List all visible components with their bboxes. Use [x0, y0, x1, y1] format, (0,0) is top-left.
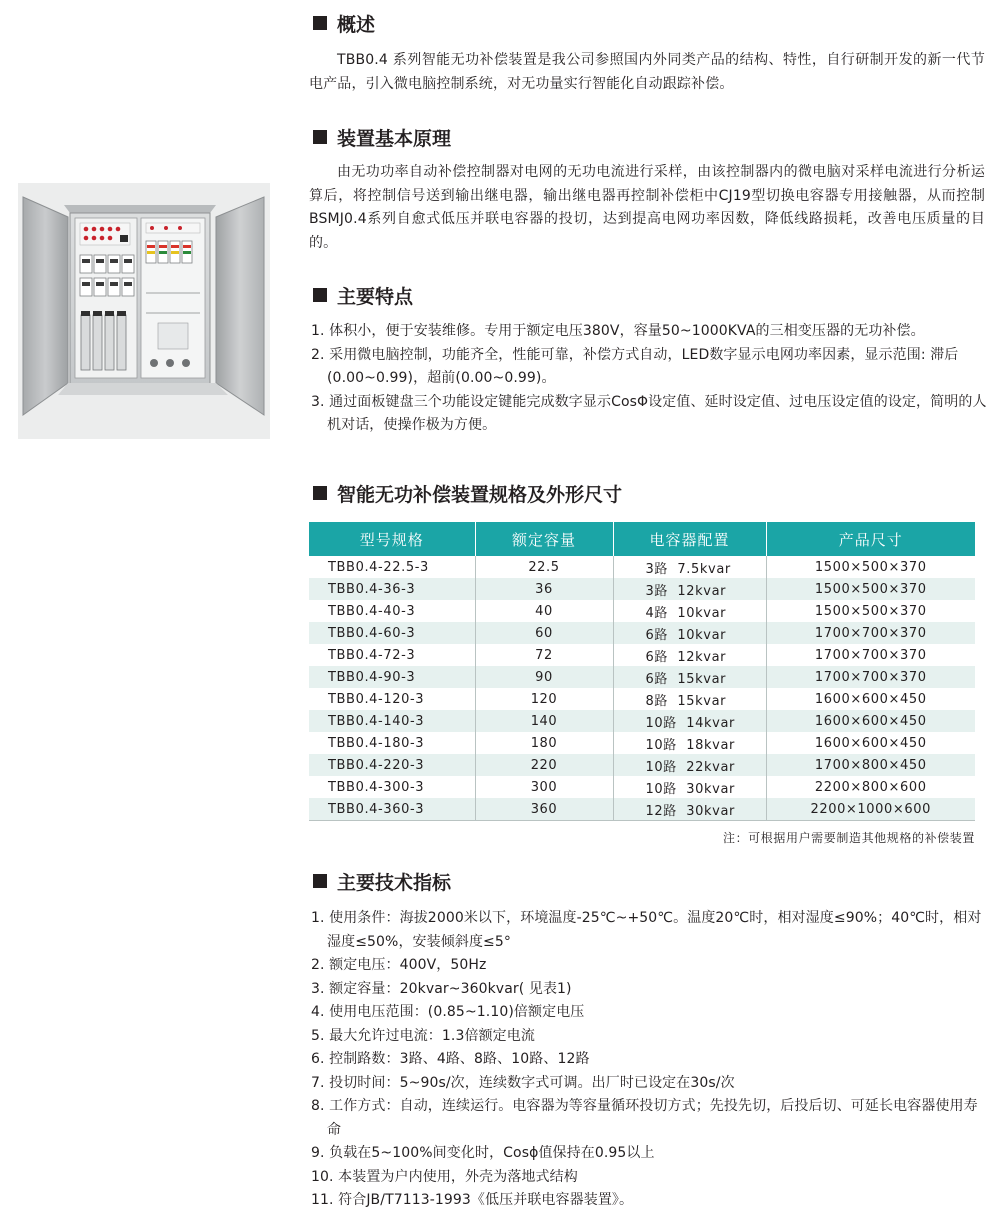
section-title-specs: 智能无功补偿装置规格及外形尺寸: [309, 479, 622, 507]
model-cell: TBB0.4-72-3: [309, 644, 475, 666]
principle-text: 由无功功率自动补偿控制器对电网的无功电流进行采样，由该控制器内的微电脑对采样电流进行分析运算后，将控制信号送到输出继电器，输出继电器再控制补偿柜中CJ19型切换电容器专用接触器，从而控制BSMJ0.4系列自愈式低压并联电容器的投切，达到提高电网功率因数，降低线路损耗，改善电压质量的目的。: [309, 164, 985, 251]
rating-cell: 22.5: [475, 556, 613, 578]
model-cell: TBB0.4-180-3: [309, 732, 475, 754]
size-cell: 1600×600×450: [814, 691, 927, 707]
size-cell: 1500×500×370: [814, 559, 927, 575]
column-header: 额定容量: [475, 522, 613, 556]
capacitor-cell: 10路 22kvar: [613, 754, 766, 776]
column-header: 型号规格: [309, 522, 475, 556]
table-row: [309, 732, 975, 754]
table-row: [309, 556, 975, 578]
model-cell: TBB0.4-120-3: [309, 688, 475, 710]
list-item: 8. 工作方式：自动，连续运行。电容器为等容量循环投切方式；先投先切，后投后切、可延长电容器使用寿命: [311, 1098, 978, 1138]
table-row: [309, 754, 975, 776]
table-row: [309, 776, 975, 798]
table-header-row: [309, 522, 975, 556]
spec-table-wrap: [309, 522, 975, 846]
capacitor-cell: 6路 10kvar: [613, 622, 766, 644]
table-row: [309, 710, 975, 732]
table-row: [309, 622, 975, 644]
size-cell: 1700×800×450: [766, 754, 975, 776]
capacitor-cell: 8路 15kvar: [613, 688, 766, 710]
list-item: 7. 投切时间：5~90s/次，连续数字式可调。出厂时已设定在30s/次: [311, 1074, 735, 1091]
model-cell: TBB0.4-22.5-3: [309, 556, 475, 578]
model-cell: TBB0.4-60-3: [309, 622, 475, 644]
rating-cell: 60: [475, 622, 613, 644]
size-cell: 1700×700×370: [766, 666, 975, 688]
list-item: 3. 通过面板键盘三个功能设定键能完成数字显示CosΦ设定值、延时设定值、过电压设定值的设定，简明的人机对话，使操作极为方便。: [311, 393, 987, 433]
capacitor-cell: 4路 10kvar: [613, 600, 766, 622]
square-bullet-icon: [313, 16, 327, 30]
section-title-tech: 主要技术指标: [309, 867, 451, 895]
model-cell: TBB0.4-40-3: [309, 600, 475, 622]
list-item: 1. 使用条件：海拔2000米以下，环境温度-25℃~+50℃。温度20℃时，相对湿度≤90%；40℃时，相对湿度≤50%，安装倾斜度≤5°: [311, 910, 982, 950]
model-cell: TBB0.4-140-3: [309, 710, 475, 732]
size-cell: 1700×700×370: [766, 622, 975, 644]
size-cell: 1600×600×450: [814, 735, 927, 751]
cabinet-illustration: [18, 183, 270, 439]
list-item: 6. 控制路数：3路、4路、8路、10路、12路: [311, 1051, 590, 1067]
rating-cell: 220: [475, 754, 613, 776]
rating-cell: 180: [475, 732, 613, 754]
capacitor-cell: 3路 7.5kvar: [613, 556, 766, 578]
overview-text: TBB0.4 系列智能无功补偿装置是我公司参照国内外同类产品的结构、特性，自行研制开发的新一代节电产品，引入微电脑控制系统，对无功量实行智能化自动跟踪补偿。: [309, 52, 985, 92]
rating-cell: 140: [475, 710, 613, 732]
table-row: [309, 688, 975, 710]
capacitor-cell: 6路 12kvar: [613, 644, 766, 666]
features-list: [311, 320, 987, 438]
table-note: 注：可根据用户需要制造其他规格的补偿装置: [722, 831, 975, 845]
capacitor-cell: 10路 18kvar: [613, 732, 766, 754]
size-cell: 1500×500×370: [766, 578, 975, 600]
size-cell: 1500×500×370: [814, 603, 927, 619]
column-header: 产品尺寸: [766, 522, 975, 556]
capacitor-cell: 12路 30kvar: [613, 798, 766, 821]
list-item: 9. 负载在5~100%间变化时，Cosϕ值保持在0.95以上: [311, 1145, 655, 1161]
capacitor-cell: 3路 12kvar: [613, 578, 766, 600]
table-row: [309, 798, 975, 821]
list-item: 5. 最大允许过电流：1.3倍额定电流: [311, 1027, 535, 1044]
list-item: 3. 额定容量：20kvar~360kvar( 见表1): [311, 980, 572, 997]
list-item: 2. 采用微电脑控制，功能齐全，性能可靠，补偿方式自动，LED数字显示电网功率因素，显示范围: 滞后(0.00~0.99)，超前(0.00~0.99)。: [311, 346, 959, 386]
model-cell: TBB0.4-90-3: [309, 666, 475, 688]
tech-list: [311, 907, 987, 1213]
capacitor-cell: 10路 14kvar: [613, 710, 766, 732]
size-cell: 1600×600×450: [766, 710, 975, 732]
size-cell: 2200×1000×600: [766, 798, 975, 821]
size-cell: 1700×700×370: [814, 647, 927, 663]
column-header: 电容器配置: [613, 522, 766, 556]
section-title-principle: 装置基本原理: [309, 123, 451, 151]
rating-cell: 300: [475, 776, 613, 798]
product-photo: [18, 183, 270, 439]
square-bullet-icon: [313, 486, 327, 500]
rating-cell: 90: [475, 666, 613, 688]
rating-cell: 72: [475, 644, 613, 666]
rating-cell: 40: [475, 600, 613, 622]
list-item: 2. 额定电压：400V，50Hz: [311, 957, 487, 973]
section-title-features: 主要特点: [309, 281, 413, 309]
rating-cell: 36: [475, 578, 613, 600]
spec-table: [309, 522, 975, 821]
capacitor-cell: 10路 30kvar: [613, 776, 766, 798]
section-title-overview: 概述: [309, 9, 375, 37]
rating-cell: 120: [475, 688, 613, 710]
square-bullet-icon: [313, 288, 327, 302]
list-item: 4. 使用电压范围：(0.85~1.10)倍额定电压: [311, 1004, 585, 1020]
list-item: 11. 符合JB/T7113-1993《低压并联电容器装置》。: [311, 1192, 634, 1208]
table-row: [309, 644, 975, 666]
size-cell: 2200×800×600: [814, 779, 927, 795]
square-bullet-icon: [313, 130, 327, 144]
capacitor-cell: 6路 15kvar: [613, 666, 766, 688]
table-row: [309, 666, 975, 688]
list-item: 10. 本装置为户内使用，外壳为落地式结构: [311, 1168, 578, 1185]
model-cell: TBB0.4-220-3: [309, 754, 475, 776]
model-cell: TBB0.4-360-3: [309, 798, 475, 821]
table-row: [309, 600, 975, 622]
square-bullet-icon: [313, 874, 327, 888]
rating-cell: 360: [475, 798, 613, 821]
model-cell: TBB0.4-36-3: [309, 578, 475, 600]
list-item: 1. 体积小，便于安装维修。专用于额定电压380V，容量50~1000KVA的三相变压器的无功补偿。: [311, 323, 925, 339]
table-row: [309, 578, 975, 600]
model-cell: TBB0.4-300-3: [309, 776, 475, 798]
